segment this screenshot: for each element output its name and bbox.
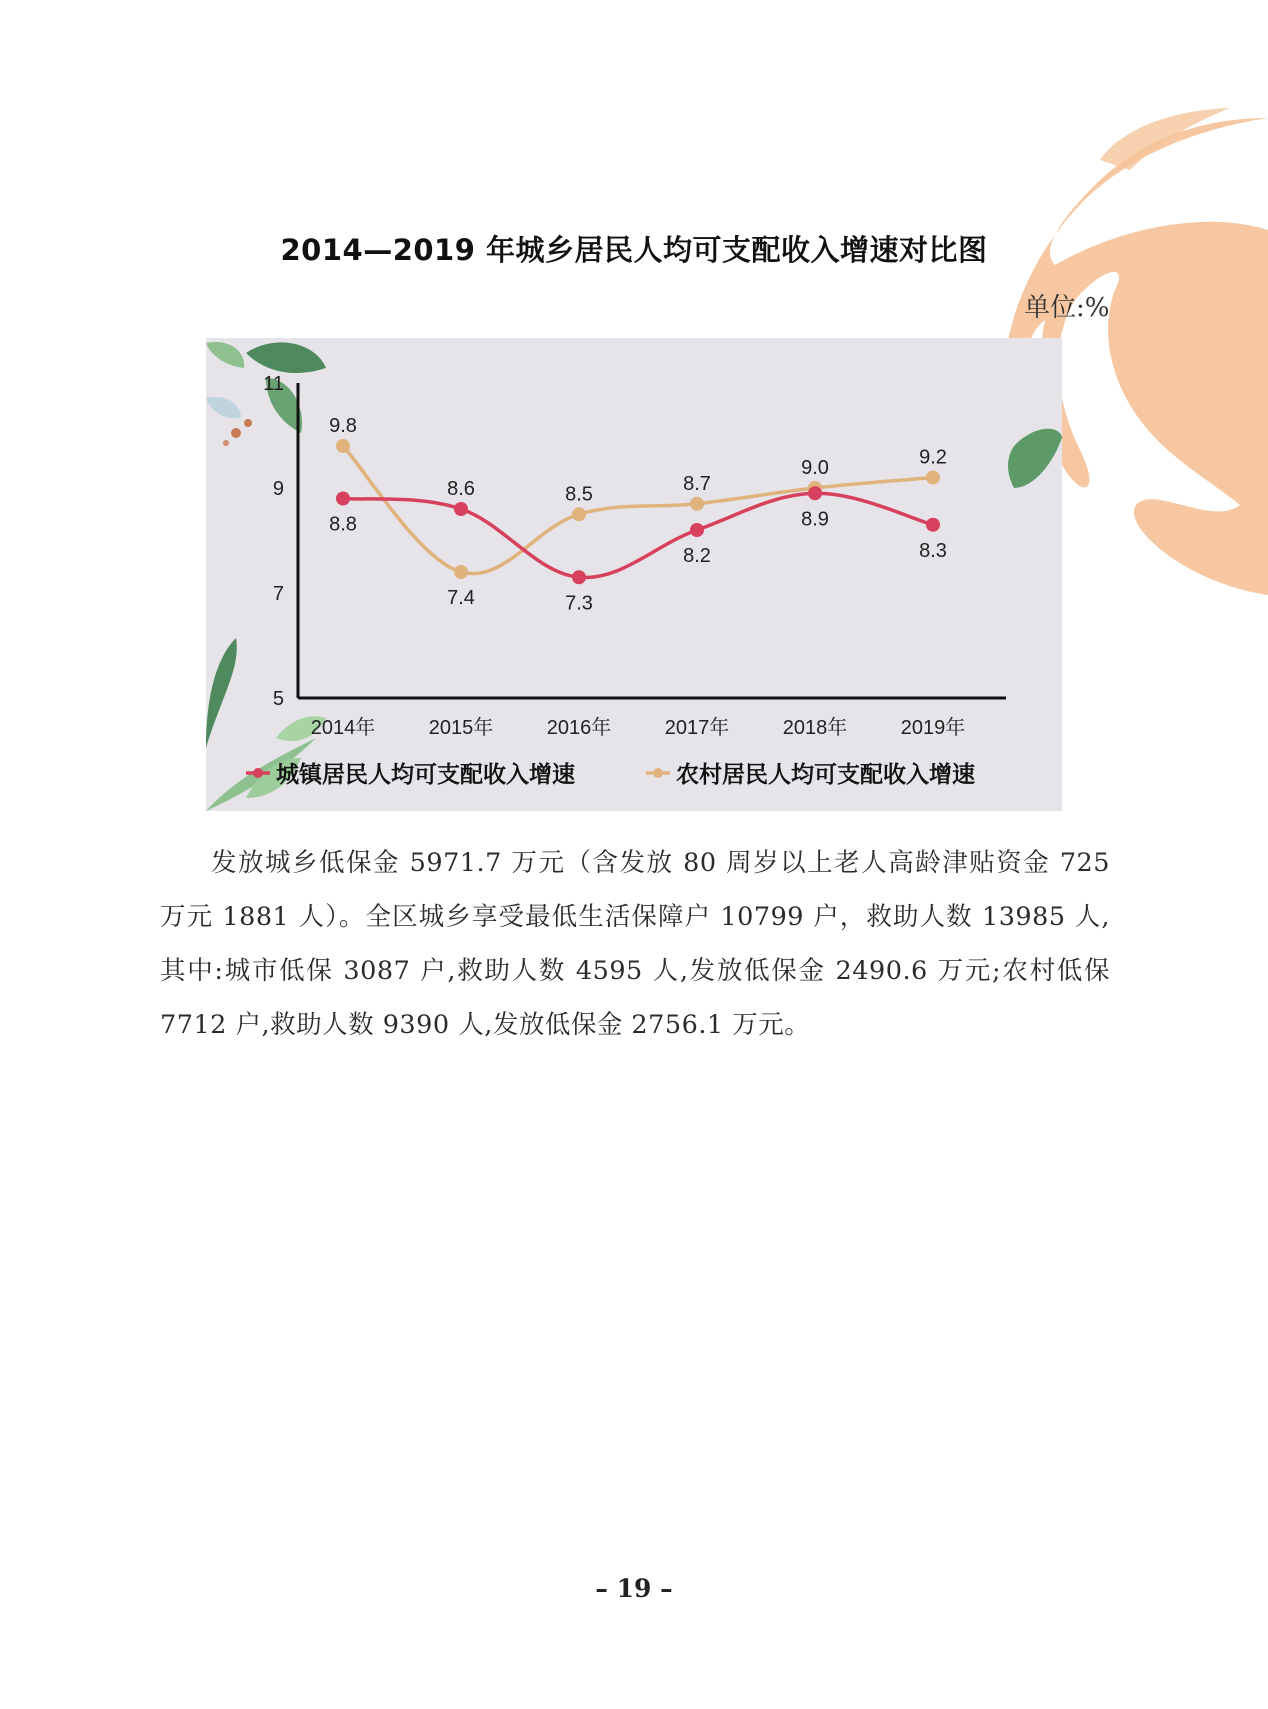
data-label: 8.8 — [329, 513, 357, 536]
line-chart — [206, 338, 1062, 811]
chart-title: 2014—2019 年城乡居民人均可支配收入增速对比图 — [280, 233, 988, 267]
data-point — [572, 507, 586, 521]
data-point — [808, 486, 822, 500]
legend-label: 农村居民人均可支配收入增速 — [676, 762, 975, 788]
data-label: 8.3 — [919, 539, 947, 562]
body-paragraph: 发放城乡低保金 5971.7 万元（含发放 80 周岁以上老人高龄津贴资金 725 万元 1881 人）。全区城乡享受最低生活保障户 10799 户，救助人数 13985 人,其中:城市低保 3087 户,救助人数 4595 人,发放低保金 2490.6 万元;农村低保 7712 户,救助人数 9390 人,发放低保金 2756.1 万元。 — [160, 848, 1110, 1040]
y-tick-label: 5 — [272, 688, 284, 710]
y-tick-label: 9 — [272, 478, 284, 500]
data-point — [926, 471, 940, 485]
data-point — [336, 439, 350, 453]
body-text — [160, 836, 1110, 1052]
data-point — [690, 497, 704, 511]
data-point — [572, 570, 586, 584]
page-number: – 19 – — [595, 1574, 673, 1603]
legend-label: 城镇居民人均可支配收入增速 — [276, 762, 575, 788]
legend-swatch-marker — [253, 768, 263, 778]
data-point — [454, 565, 468, 579]
data-label: 8.6 — [447, 478, 475, 500]
data-label: 8.5 — [565, 483, 593, 506]
data-label: 9.0 — [801, 457, 829, 479]
x-tick-label: 2018年 — [782, 717, 848, 739]
data-label: 7.4 — [447, 587, 475, 609]
data-point — [336, 492, 350, 506]
x-tick-label: 2014年 — [310, 717, 376, 739]
x-tick-label: 2019年 — [900, 717, 966, 739]
legend-swatch-marker — [653, 768, 663, 778]
data-point — [690, 523, 704, 537]
data-label: 7.3 — [565, 592, 593, 615]
data-label: 8.7 — [683, 472, 711, 495]
brush-stroke-splash — [1100, 108, 1230, 170]
chart-background — [206, 338, 1062, 811]
unit-label: 单位:% — [1024, 293, 1110, 323]
data-point — [454, 502, 468, 516]
x-tick-label: 2015年 — [428, 717, 494, 739]
x-tick-label: 2017年 — [664, 717, 730, 739]
data-label: 9.8 — [329, 415, 357, 437]
y-tick-label: 7 — [272, 583, 284, 605]
data-label: 8.2 — [683, 545, 711, 567]
data-point — [926, 518, 940, 532]
x-tick-label: 2016年 — [546, 717, 612, 739]
data-label: 9.2 — [919, 446, 947, 469]
data-label: 8.9 — [801, 508, 829, 531]
y-tick-label: 11 — [263, 373, 284, 395]
